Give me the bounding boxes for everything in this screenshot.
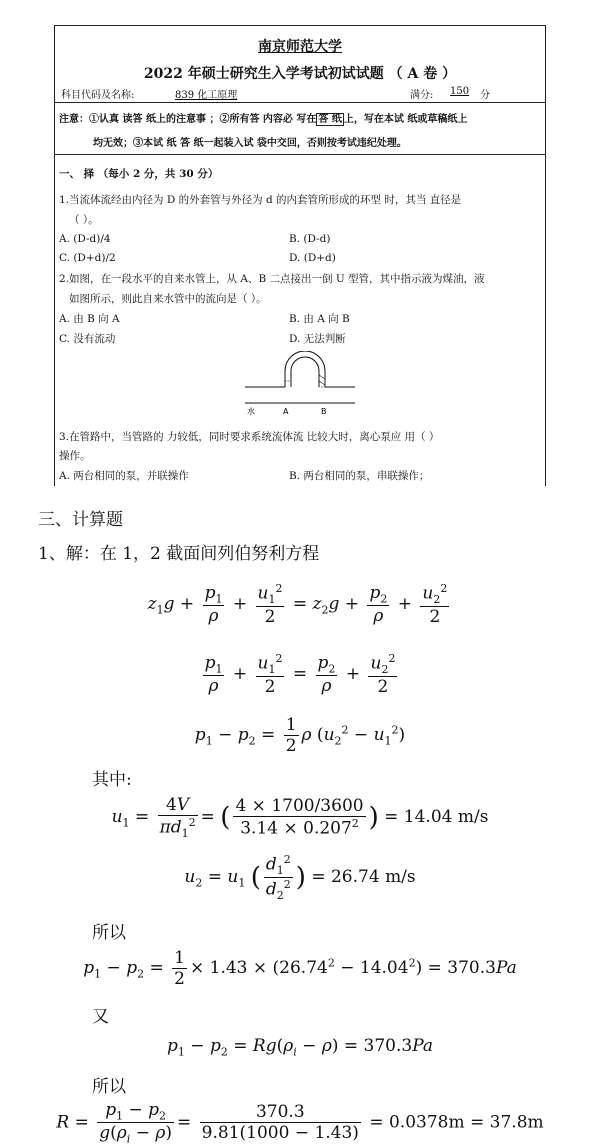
score-unit: 分 bbox=[480, 90, 490, 101]
notice-line-1: 注意：①认真 读答 纸上的注意事 ；②所有答 内容必 写在 答 纸 上，写在本试 纸或草稿纸上 bbox=[59, 114, 468, 125]
figure-label: A bbox=[283, 407, 289, 416]
u-tube-figure bbox=[245, 351, 355, 419]
notice-line-2: 均无效；③本试 纸 答 纸一起装入试 袋中交回，否则按考试违纪处理。 bbox=[93, 138, 407, 149]
subject-value: 839 化工原理 bbox=[175, 90, 238, 101]
question-1: 1.当流体流经由内径为 D 的外套管与外径为 d 的内套管所形成的环型 时，其当 直径是 bbox=[59, 194, 462, 206]
option-b: B. (D-d) bbox=[289, 233, 331, 245]
u1-equation: $u_1$ = $\frac{4V}{\pi d_1^2}$ = ( $\frac{4 \times 1700/3600}{3.14 \times 0.207^2}$ ) = 14.04 m/s bbox=[111, 795, 489, 841]
so-label: 所以 bbox=[92, 923, 126, 943]
question-2: 2.如图，在一段水平的自来水管上，从 A、B 二点接出一倒 U 型管，其中指示液为煤油，液 bbox=[59, 273, 485, 285]
question-1-cont: （ ）。 bbox=[69, 214, 99, 226]
option-c: C. 没有流动 bbox=[59, 333, 116, 345]
question-2-cont: 如图所示，则此自来水管中的流向是（ ）。 bbox=[69, 293, 267, 305]
bernoulli-equation: $z_1g$ + $\frac{p_1}{\rho}$ + $\frac{u_1^2}{2}$ = $z_2g$ + $\frac{p_2}{\rho}$ + $\frac{u_2^2}{2}$ bbox=[147, 582, 448, 628]
so-label-2: 所以 bbox=[92, 1077, 126, 1097]
option-a: A. 两台相同的泵，并联操作 bbox=[59, 470, 189, 482]
score-label: 满分: bbox=[410, 90, 434, 101]
simplified-equation: $\frac{p_1}{\rho}$ + $\frac{u_1^2}{2}$ = $\frac{p_2}{\rho}$ + $\frac{u_2^2}{2}$ bbox=[204, 652, 396, 698]
pressure-difference-equation: $p_1 - p_2$ = $\frac{1}{2}$ ρ $(u_2^2 - u_1^2)$ bbox=[194, 715, 406, 756]
section-title: 一、 择 （每小 2 分，共 30 分） bbox=[59, 168, 219, 180]
u2-equation: $u_2 = u_1$ ( $\frac{d_1^2}{d_2^2}$ ) = 26.74 m/s bbox=[184, 853, 416, 903]
question-3: 3.在管路中，当管路的 力较低，同时要求系统流体流 比较大时，离心泵应 用（ ） bbox=[59, 431, 440, 443]
exam-paper bbox=[54, 25, 546, 486]
R-calculation: R = $\frac{p_1 - p_2}{g(\rho_i - \rho)}$ = $\frac{370.3}{9.81(1000 - 1.43)}$ = 0.0378m = 37.8m bbox=[56, 1100, 544, 1146]
manometer-equation: $p_1 - p_2 = Rg(\rho_i - \rho) = 370.3Pa$ bbox=[167, 1036, 433, 1059]
section-heading: 三、计算题 bbox=[38, 510, 123, 530]
solution-intro: 1、解：在 1，2 截面间列伯努利方程 bbox=[38, 544, 320, 564]
option-b: B. 由 A 向 B bbox=[289, 313, 350, 325]
score-value: 150 bbox=[450, 86, 470, 97]
figure-label: B bbox=[321, 407, 327, 416]
option-a: A. (D-d)/4 bbox=[59, 233, 111, 245]
divider bbox=[55, 154, 545, 155]
university-name: 南京师范大学 bbox=[258, 39, 342, 55]
divider bbox=[55, 102, 545, 103]
dp-calculation: $p_1 - p_2$ = $\frac{1}{2}$ × $1.43 \times (26.74^2 - 14.04^2) = 370.3Pa$ bbox=[83, 948, 517, 989]
exam-title: 2022 年硕士研究生入学考试初试试题 （ A 卷 ） bbox=[143, 66, 457, 82]
also-label: 又 bbox=[92, 1007, 109, 1027]
option-b: B. 两台相同的泵，串联操作； bbox=[289, 470, 430, 482]
figure-label: 水 bbox=[247, 407, 255, 416]
option-a: A. 由 B 向 A bbox=[59, 313, 120, 325]
option-c: C. (D+d)/2 bbox=[59, 252, 116, 264]
where-label: 其中: bbox=[92, 770, 132, 790]
option-d: D. 无法判断 bbox=[289, 333, 346, 345]
question-3-cont: 操作。 bbox=[59, 450, 91, 462]
option-d: D. (D+d) bbox=[289, 252, 336, 264]
subject-label: 科目代码及名称: bbox=[61, 90, 135, 101]
